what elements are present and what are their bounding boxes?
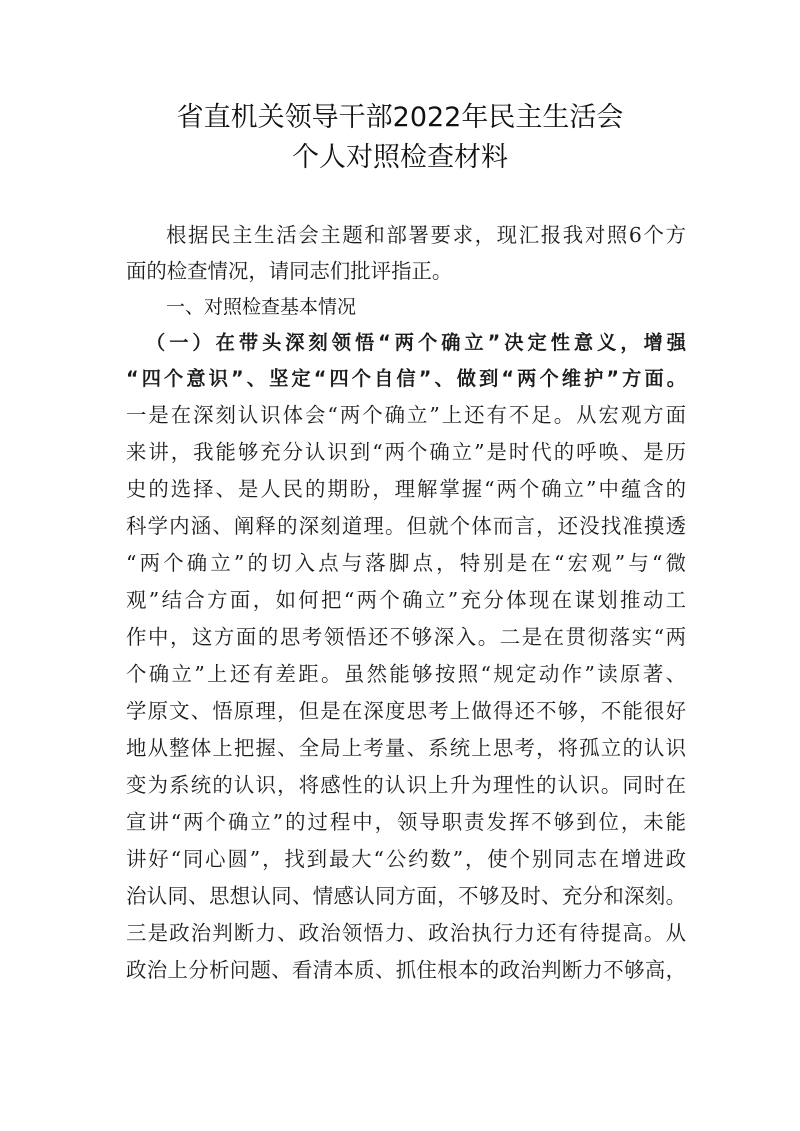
body-line: 变为系统的认识，将感性的认识上升为理性的认识。同时在	[126, 773, 686, 797]
intro-paragraph-line-1: 根据民主生活会主题和部署要求，现汇报我对照6个方	[166, 223, 686, 247]
section-heading: 一、对照检查基本情况	[166, 296, 357, 318]
body-line: “两个确立”的切入点与落脚点，特别是在“宏观”与“微	[126, 551, 686, 575]
body-line: 科学内涵、阐释的深刻道理。但就个体而言，还没找准摸透	[126, 514, 686, 538]
body-line: 史的选择、是人民的期盼，理解掌握“两个确立”中蕴含的	[126, 477, 686, 501]
body-line: 治认同、思想认同、情感认同方面，不够及时、充分和深刻。	[126, 884, 686, 908]
body-line: 一是在深刻认识体会“两个确立”上还有不足。从宏观方面	[126, 403, 686, 427]
body-line: 个确立”上还有差距。虽然能够按照“规定动作”读原著、	[126, 662, 686, 686]
body-line: 作中，这方面的思考领悟还不够深入。二是在贯彻落实“两	[126, 625, 686, 649]
body-line: 讲好“同心圆”，找到最大“公约数”，使个别同志在增进政	[126, 847, 686, 871]
body-line: 政治上分析问题、看清本质、抓住根本的政治判断力不够高，	[126, 958, 686, 982]
body-line: 来讲，我能够充分认识到“两个确立”是时代的呼唤、是历	[126, 440, 686, 464]
body-line: 地从整体上把握、全局上考量、系统上思考，将孤立的认识	[126, 736, 686, 760]
document-title-line-1: 省直机关领导干部2022年民主生活会	[176, 102, 624, 133]
intro-paragraph-line-2: 面的检查情况，请同志们批评指正。	[126, 259, 453, 283]
subsection-heading-line-1: （一）在带头深刻领悟“两个确立”决定性意义，增强	[146, 331, 686, 354]
subsection-heading-line-2: “四个意识”、坚定“四个自信”、做到“两个维护”方面。	[126, 367, 686, 390]
body-line: 宣讲“两个确立”的过程中，领导职责发挥不够到位，未能	[126, 810, 686, 834]
body-line: 观”结合方面，如何把“两个确立”充分体现在谋划推动工	[126, 588, 686, 612]
document-title-line-2: 个人对照检查材料	[292, 142, 508, 173]
body-line: 学原文、悟原理，但是在深度思考上做得还不够，不能很好	[126, 699, 686, 723]
body-line: 三是政治判断力、政治领悟力、政治执行力还有待提高。从	[126, 921, 686, 945]
